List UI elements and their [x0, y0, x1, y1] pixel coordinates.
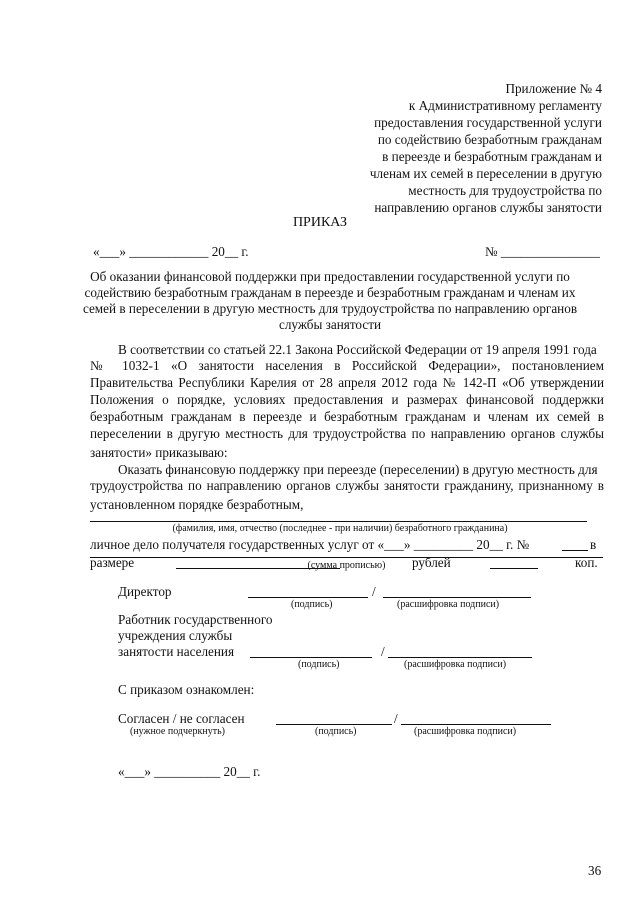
case-line-in: в — [590, 537, 597, 552]
paragraph-line: Оказать финансовую поддержку при переезде (переселении) в другую местность для — [118, 462, 598, 477]
director-slash: / — [372, 584, 376, 599]
rub-label: рублей — [412, 555, 451, 570]
sum-caption: (сумма прописью) — [307, 560, 386, 571]
subject-line: содействию безработным гражданам в переезде и безработным гражданам и членам их — [84, 285, 576, 300]
appendix-line: Приложение № 4 — [505, 81, 602, 96]
appendix-line: по содействию безработным гражданам — [377, 132, 602, 147]
size-word: размере — [90, 555, 135, 570]
paragraph-line: Правительства Республики Карелия от 28 апреля 2012 года № 142-П «Об утверждении — [90, 375, 604, 390]
case-number-line[interactable] — [562, 550, 588, 551]
paragraph-line: установленном порядке безработным, — [90, 497, 304, 512]
worker-decode-line[interactable] — [388, 657, 532, 658]
subject-line: Об оказании финансовой поддержки при предоставлении государственной услуги по — [90, 269, 570, 284]
worker-slash: / — [381, 644, 385, 659]
paragraph-line: № 1032-1 «О занятости населения в Российской Федерации», постановлением — [90, 358, 604, 373]
bottom-date: «___» __________ 20__ г. — [118, 764, 261, 779]
agree-decode-caption: (расшифровка подписи) — [414, 726, 517, 737]
sum-in-words-line[interactable] — [90, 557, 603, 558]
fio-caption: (фамилия, имя, отчество (последнее - при наличии) безработного гражданина) — [172, 523, 508, 534]
appendix-line: предоставления государственной услуги — [374, 115, 602, 130]
appendix-line: направлению органов службы занятости — [374, 200, 602, 215]
paragraph-line: трудоустройства по направлению органов службы занятости гражданину, признанному в — [90, 478, 604, 493]
acquainted-label: С приказом ознакомлен: — [118, 682, 255, 697]
paragraph-line: безработным гражданам в переезде и безработным гражданам и членам их семей в — [90, 409, 604, 424]
paragraph-line: переселении в другую местность для трудоустройства по направлению органов службы — [90, 426, 604, 441]
page-number: 36 — [588, 863, 602, 878]
subject-line: службы занятости — [278, 317, 382, 332]
document-title: ПРИКАЗ — [292, 215, 348, 230]
fio-line[interactable] — [90, 521, 587, 522]
worker-label-line: занятости населения — [118, 644, 235, 659]
paragraph-line: Положения о порядке, условиях предоставления и размерах финансовой поддержки — [90, 392, 604, 407]
worker-label-line: Работник государственного — [118, 612, 273, 627]
worker-signature-line[interactable] — [250, 657, 372, 658]
subject-line: семей в переселении в другую местность для трудоустройства по направлению органов — [82, 301, 578, 316]
agree-signature-line[interactable] — [276, 724, 392, 725]
order-number-field: № _______________ — [485, 244, 600, 259]
paragraph-line: В соответствии со статьей 22.1 Закона Российской Федерации от 19 апреля 1991 года — [118, 342, 597, 357]
appendix-line: местность для трудоустройства по — [408, 183, 602, 198]
case-line-text: личное дело получателя государственных услуг от «___» _________ 20__ г. № — [90, 537, 530, 552]
worker-decode-caption: (расшифровка подписи) — [404, 659, 507, 670]
director-label: Директор — [118, 584, 172, 599]
paragraph-line: занятости» приказываю: — [90, 445, 228, 460]
agree-label: Согласен / не согласен — [118, 711, 245, 726]
appendix-line: членам их семей в переселении в другую — [369, 166, 602, 181]
agree-sign-caption: (подпись) — [315, 726, 357, 737]
kop-label: коп. — [575, 555, 598, 570]
date-field: «___» ____________ 20__ г. — [93, 244, 249, 259]
director-decode-line[interactable] — [383, 597, 531, 598]
director-signature-line[interactable] — [248, 597, 368, 598]
appendix-line: к Административному регламенту — [408, 98, 602, 113]
director-sign-caption: (подпись) — [291, 599, 333, 610]
worker-label-line: учреждения службы — [118, 628, 233, 643]
agree-note: (нужное подчеркнуть) — [130, 726, 225, 737]
worker-sign-caption: (подпись) — [298, 659, 340, 670]
appendix-line: в переезде и безработным гражданам и — [382, 149, 602, 164]
agree-decode-line[interactable] — [401, 724, 551, 725]
director-decode-caption: (расшифровка подписи) — [397, 599, 500, 610]
agree-slash: / — [394, 711, 398, 726]
